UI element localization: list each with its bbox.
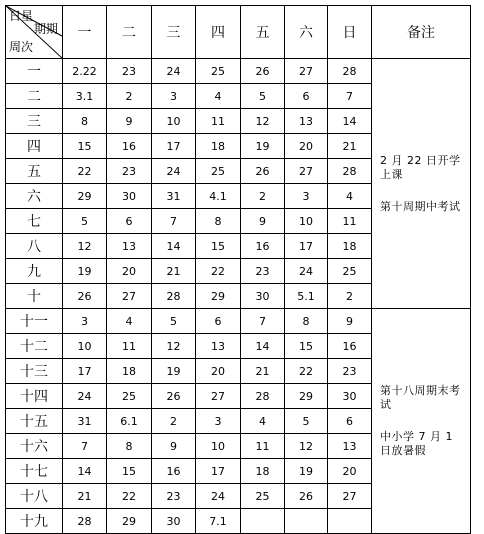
date-cell-fri: 26 — [241, 159, 285, 184]
date-cell-thu: 25 — [196, 59, 241, 84]
date-cell-thu: 13 — [196, 334, 241, 359]
day-header-wed: 三 — [152, 6, 196, 59]
note-text: 第十八周期末考试 — [380, 384, 461, 411]
week-row — [6, 309, 471, 334]
date-cell-wed: 28 — [152, 284, 196, 309]
date-cell-tue: 9 — [107, 109, 152, 134]
date-cell-tue: 25 — [107, 384, 152, 409]
date-cell-tue: 15 — [107, 459, 152, 484]
school-calendar-table — [5, 5, 471, 534]
date-cell-wed: 10 — [152, 109, 196, 134]
week-number-cell: 十九 — [6, 509, 63, 534]
date-cell-thu: 29 — [196, 284, 241, 309]
date-cell-fri: 9 — [241, 209, 285, 234]
date-cell-tue: 18 — [107, 359, 152, 384]
date-cell-mon: 14 — [63, 459, 107, 484]
date-cell-sat: 5 — [285, 409, 328, 434]
date-cell-mon: 10 — [63, 334, 107, 359]
date-cell-sat: 26 — [285, 484, 328, 509]
date-cell-fri: 25 — [241, 484, 285, 509]
date-cell-sun: 20 — [328, 459, 372, 484]
date-cell-wed: 30 — [152, 509, 196, 534]
date-cell-thu: 20 — [196, 359, 241, 384]
date-cell-fri: 14 — [241, 334, 285, 359]
day-header-mon: 一 — [63, 6, 107, 59]
date-cell-sat: 24 — [285, 259, 328, 284]
date-cell-mon: 15 — [63, 134, 107, 159]
week-number-cell: 五 — [6, 159, 63, 184]
week-number-cell: 十三 — [6, 359, 63, 384]
date-cell-thu: 6 — [196, 309, 241, 334]
date-cell-wed: 17 — [152, 134, 196, 159]
week-number-cell: 十七 — [6, 459, 63, 484]
date-cell-tue: 6.1 — [107, 409, 152, 434]
date-cell-thu: 4.1 — [196, 184, 241, 209]
date-cell-wed: 31 — [152, 184, 196, 209]
date-cell-mon: 31 — [63, 409, 107, 434]
week-number-cell: 十二 — [6, 334, 63, 359]
date-cell-sun — [328, 509, 372, 534]
date-cell-wed: 9 — [152, 434, 196, 459]
date-cell-thu: 3 — [196, 409, 241, 434]
date-cell-fri: 16 — [241, 234, 285, 259]
date-cell-tue: 27 — [107, 284, 152, 309]
header-row — [6, 6, 471, 59]
date-cell-fri: 23 — [241, 259, 285, 284]
date-cell-wed: 19 — [152, 359, 196, 384]
date-cell-mon: 5 — [63, 209, 107, 234]
date-cell-sat — [285, 509, 328, 534]
date-cell-sun: 4 — [328, 184, 372, 209]
date-cell-tue: 4 — [107, 309, 152, 334]
week-number-cell: 七 — [6, 209, 63, 234]
date-cell-thu: 7.1 — [196, 509, 241, 534]
date-cell-thu: 11 — [196, 109, 241, 134]
date-cell-mon: 19 — [63, 259, 107, 284]
date-cell-fri: 18 — [241, 459, 285, 484]
date-cell-fri: 4 — [241, 409, 285, 434]
week-number-cell: 三 — [6, 109, 63, 134]
day-header-sat: 六 — [285, 6, 328, 59]
date-cell-thu: 17 — [196, 459, 241, 484]
date-cell-sun: 2 — [328, 284, 372, 309]
date-cell-thu: 22 — [196, 259, 241, 284]
date-cell-tue: 23 — [107, 59, 152, 84]
date-cell-tue: 2 — [107, 84, 152, 109]
date-cell-fri: 2 — [241, 184, 285, 209]
calendar-body — [6, 59, 471, 534]
date-cell-sun: 21 — [328, 134, 372, 159]
week-number-cell: 十四 — [6, 384, 63, 409]
day-header-thu: 四 — [196, 6, 241, 59]
date-cell-mon: 3 — [63, 309, 107, 334]
date-cell-sat: 13 — [285, 109, 328, 134]
date-cell-mon: 3.1 — [63, 84, 107, 109]
week-number-cell: 一 — [6, 59, 63, 84]
date-cell-tue: 23 — [107, 159, 152, 184]
week-row — [6, 59, 471, 84]
date-cell-sat: 20 — [285, 134, 328, 159]
date-cell-wed: 7 — [152, 209, 196, 234]
week-number-cell: 十五 — [6, 409, 63, 434]
week-number-cell: 十六 — [6, 434, 63, 459]
date-cell-sat: 22 — [285, 359, 328, 384]
note-text: 中小学 7 月 1 日放暑假 — [380, 430, 453, 457]
date-cell-tue: 22 — [107, 484, 152, 509]
date-cell-sun: 14 — [328, 109, 372, 134]
date-cell-mon: 8 — [63, 109, 107, 134]
date-cell-mon: 2.22 — [63, 59, 107, 84]
date-cell-fri — [241, 509, 285, 534]
date-cell-wed: 26 — [152, 384, 196, 409]
date-cell-sat: 19 — [285, 459, 328, 484]
date-cell-mon: 12 — [63, 234, 107, 259]
week-number-cell: 二 — [6, 84, 63, 109]
date-cell-sat: 12 — [285, 434, 328, 459]
date-cell-sat: 27 — [285, 59, 328, 84]
date-cell-sat: 6 — [285, 84, 328, 109]
date-cell-tue: 30 — [107, 184, 152, 209]
date-cell-sat: 17 — [285, 234, 328, 259]
date-cell-mon: 28 — [63, 509, 107, 534]
date-cell-mon: 26 — [63, 284, 107, 309]
corner-label-weekday: 日星 — [9, 9, 34, 23]
date-cell-mon: 24 — [63, 384, 107, 409]
date-cell-wed: 2 — [152, 409, 196, 434]
date-cell-sun: 28 — [328, 159, 372, 184]
corner-label-week: 周次 — [9, 40, 34, 54]
date-cell-sun: 27 — [328, 484, 372, 509]
date-cell-tue: 8 — [107, 434, 152, 459]
date-cell-mon: 29 — [63, 184, 107, 209]
week-number-cell: 十一 — [6, 309, 63, 334]
date-cell-sun: 11 — [328, 209, 372, 234]
date-cell-sat: 3 — [285, 184, 328, 209]
week-number-cell: 八 — [6, 234, 63, 259]
week-number-cell: 九 — [6, 259, 63, 284]
date-cell-mon: 22 — [63, 159, 107, 184]
date-cell-wed: 24 — [152, 159, 196, 184]
corner-header-cell — [6, 6, 63, 59]
date-cell-wed: 16 — [152, 459, 196, 484]
date-cell-sun: 23 — [328, 359, 372, 384]
date-cell-thu: 25 — [196, 159, 241, 184]
week-number-cell: 四 — [6, 134, 63, 159]
date-cell-sun: 16 — [328, 334, 372, 359]
date-cell-tue: 6 — [107, 209, 152, 234]
week-number-cell: 六 — [6, 184, 63, 209]
date-cell-sun: 25 — [328, 259, 372, 284]
day-header-tue: 二 — [107, 6, 152, 59]
date-cell-wed: 5 — [152, 309, 196, 334]
date-cell-mon: 21 — [63, 484, 107, 509]
date-cell-fri: 5 — [241, 84, 285, 109]
date-cell-fri: 28 — [241, 384, 285, 409]
date-cell-fri: 19 — [241, 134, 285, 159]
notes-cell — [372, 59, 471, 309]
date-cell-sun: 28 — [328, 59, 372, 84]
date-cell-tue: 20 — [107, 259, 152, 284]
date-cell-fri: 21 — [241, 359, 285, 384]
date-cell-fri: 11 — [241, 434, 285, 459]
date-cell-fri: 12 — [241, 109, 285, 134]
date-cell-sat: 29 — [285, 384, 328, 409]
note-text: 第十周期中考试 — [380, 199, 461, 213]
date-cell-sat: 27 — [285, 159, 328, 184]
date-cell-wed: 21 — [152, 259, 196, 284]
corner-label-date: 期期 — [34, 22, 59, 36]
notes-cell — [372, 309, 471, 534]
date-cell-thu: 4 — [196, 84, 241, 109]
note-text: 2 月 22 日开学上课 — [380, 153, 461, 181]
date-cell-sat: 8 — [285, 309, 328, 334]
date-cell-thu: 24 — [196, 484, 241, 509]
date-cell-fri: 26 — [241, 59, 285, 84]
date-cell-mon: 7 — [63, 434, 107, 459]
date-cell-sat: 5.1 — [285, 284, 328, 309]
date-cell-thu: 27 — [196, 384, 241, 409]
date-cell-wed: 14 — [152, 234, 196, 259]
date-cell-sun: 18 — [328, 234, 372, 259]
date-cell-sun: 6 — [328, 409, 372, 434]
week-number-cell: 十八 — [6, 484, 63, 509]
week-number-cell: 十 — [6, 284, 63, 309]
date-cell-mon: 17 — [63, 359, 107, 384]
day-header-sun: 日 — [328, 6, 372, 59]
date-cell-sun: 9 — [328, 309, 372, 334]
date-cell-thu: 15 — [196, 234, 241, 259]
notes-header: 备注 — [372, 6, 471, 59]
date-cell-wed: 24 — [152, 59, 196, 84]
date-cell-sun: 30 — [328, 384, 372, 409]
date-cell-thu: 18 — [196, 134, 241, 159]
date-cell-fri: 7 — [241, 309, 285, 334]
date-cell-sat: 10 — [285, 209, 328, 234]
date-cell-thu: 10 — [196, 434, 241, 459]
date-cell-wed: 12 — [152, 334, 196, 359]
date-cell-tue: 16 — [107, 134, 152, 159]
date-cell-sun: 7 — [328, 84, 372, 109]
day-header-fri: 五 — [241, 6, 285, 59]
date-cell-wed: 23 — [152, 484, 196, 509]
date-cell-thu: 8 — [196, 209, 241, 234]
date-cell-sun: 13 — [328, 434, 372, 459]
date-cell-sat: 15 — [285, 334, 328, 359]
date-cell-fri: 30 — [241, 284, 285, 309]
date-cell-wed: 3 — [152, 84, 196, 109]
date-cell-tue: 11 — [107, 334, 152, 359]
date-cell-tue: 13 — [107, 234, 152, 259]
date-cell-tue: 29 — [107, 509, 152, 534]
